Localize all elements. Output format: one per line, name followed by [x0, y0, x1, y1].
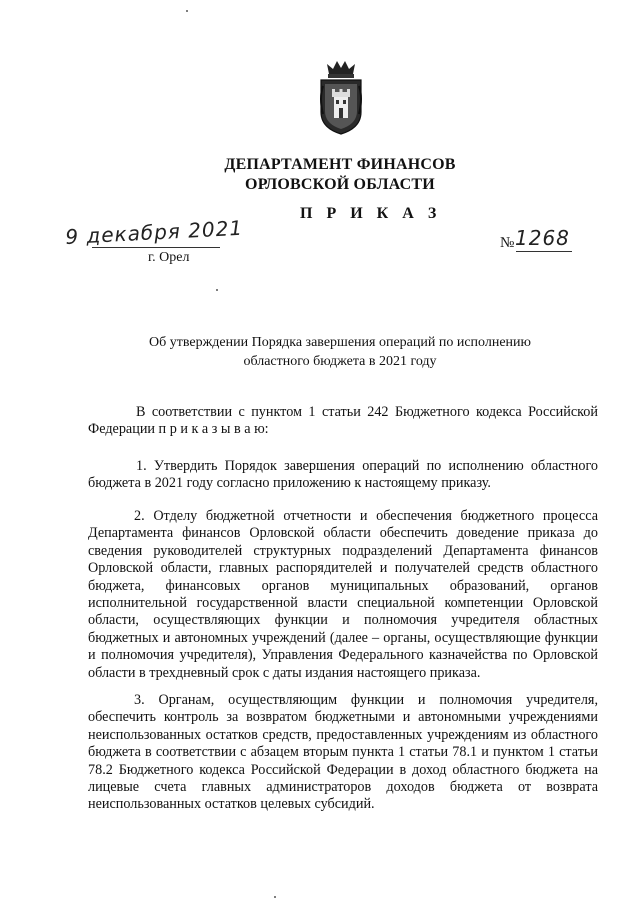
item-1-paragraph: 1. Утвердить Порядок завершения операций по исполнению областного бюджета в 2021 году согласно приложению к настоящему приказу.: [88, 458, 598, 492]
handwritten-date: 9 декабря 2021: [64, 215, 244, 249]
item-3-paragraph: 3. Органам, осуществляющим функции и полномочия учредителя, обеспечить контроль за возвратом бюджетными и автономными учреждениями неиспользованных остатков средств, предоставленных учреждениям из областного бюджета в соответствии с абзацем вторым пункта 1 статьи 78.1 и пунктом 1 статьи 78.2 Бюджетного кодекса Российской Федерации в доход областного бюджета на лицевые счета главных администраторов доходов бюджета от возврата неиспользованных остатков целевых субсидий.: [88, 692, 598, 813]
scan-speck: [186, 10, 188, 12]
handwritten-number: 1268: [515, 226, 570, 250]
organization-name-line1: ДЕПАРТАМЕНТ ФИНАНСОВ: [224, 156, 456, 173]
number-label: №: [500, 235, 515, 251]
subject-line-2: областного бюджета в 2021 году: [243, 354, 437, 369]
scan-speck: [274, 896, 276, 898]
number-underline: [516, 251, 572, 252]
organization-name-line2: ОРЛОВСКОЙ ОБЛАСТИ: [245, 176, 435, 193]
preamble-paragraph: В соответствии с пунктом 1 статьи 242 Бюджетного кодекса Российской Федерации п р и к а з ы в а ю:: [88, 404, 598, 438]
document-type: П Р И К А З: [300, 205, 442, 222]
scan-speck: [216, 289, 218, 291]
item-2-paragraph: 2. Отделу бюджетной отчетности и обеспечения бюджетного процесса Департамента финансов Орловской области обеспечить доведение приказа до сведения руководителей структурных подразделений Департамента финансов Орловской области, главных распорядителей и получателей средств областного бюджета, финансовых органов муниципальных образований, органов исполнительной государственной власти специальной компетенции Орловской области, осуществляющих функции и полномочия учредителя областных бюджетных и автономных учреждений (далее – органы, осуществляющие функции и полномочия учредителя), Управления Федерального казначейства по Орловской области в трехдневный срок с даты издания настоящего приказа.: [88, 508, 598, 681]
coat-of-arms-icon: [315, 58, 367, 136]
document-subject: [60, 333, 620, 371]
subject-line-1: Об утверждении Порядка завершения операций по исполнению: [149, 335, 531, 350]
date-underline: [92, 247, 220, 248]
city: г. Орел: [148, 250, 190, 265]
